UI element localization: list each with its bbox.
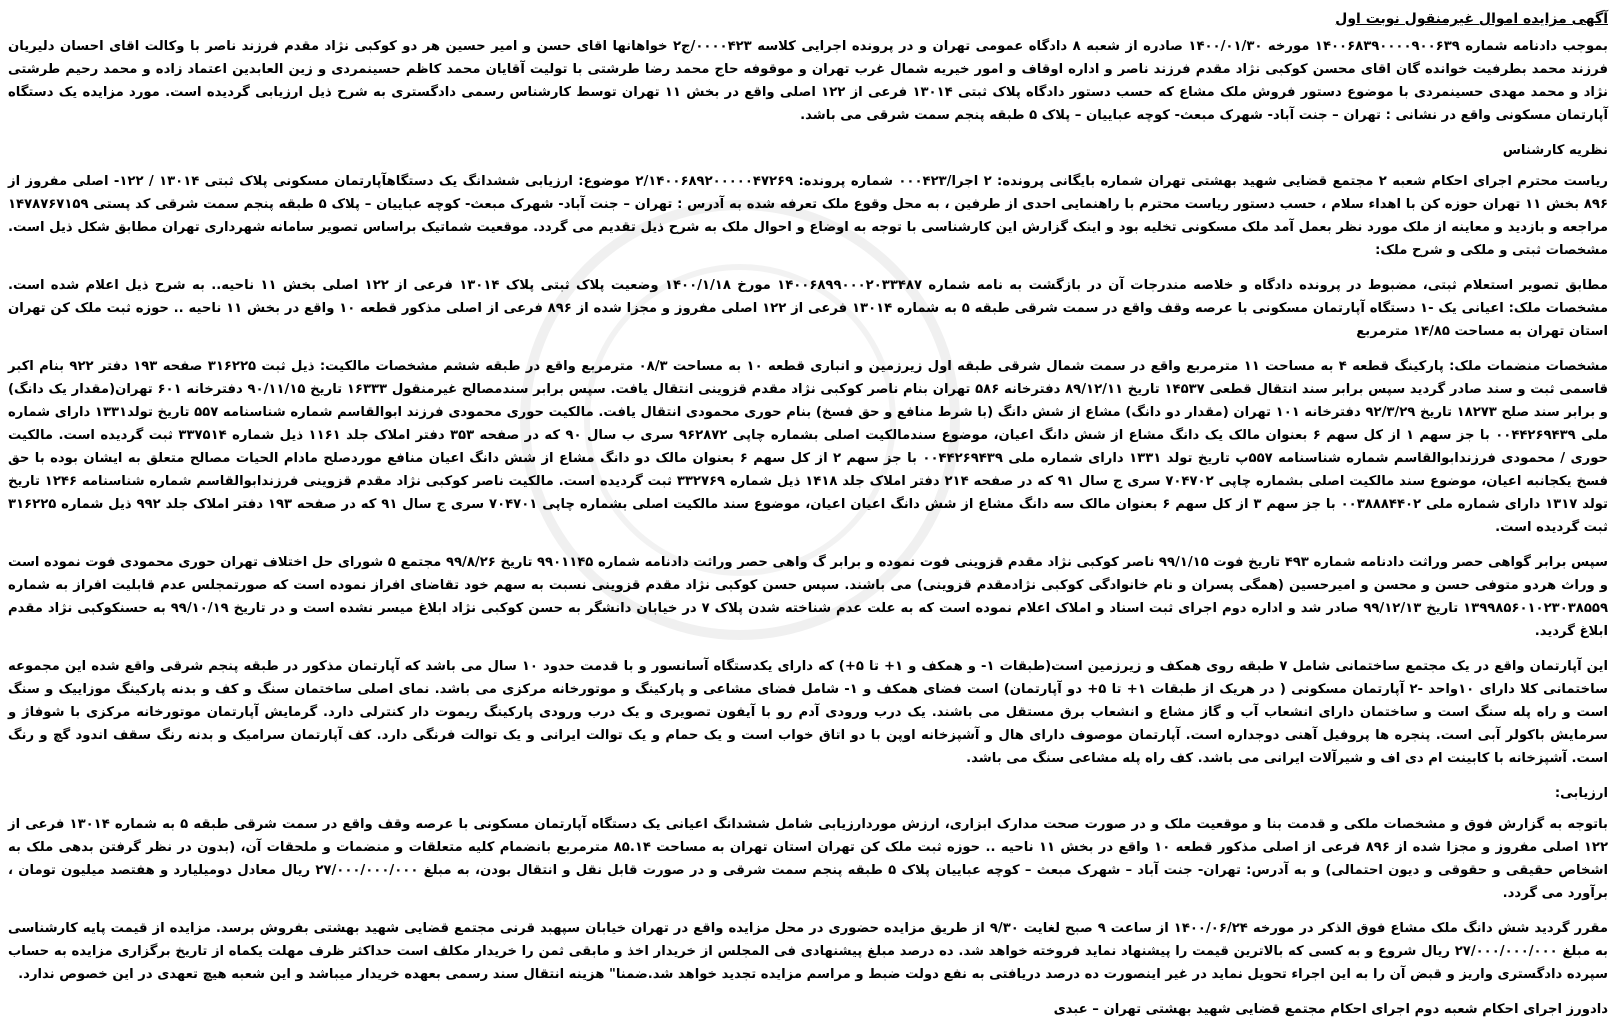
auction-terms-paragraph: مقرر گردید شش دانگ ملک مشاع فوق الذکر در مورخه ۱۴۰۰/۰۶/۲۴ از ساعت ۹ صبح لغایت ۹/۳۰ از طریق مزایده حضوری در محل مزایده واقع در تهران خیابان سپهبد قرنی مجتمع قضایی شهید بهشتی بفروش برسد. مزایده از قیمت پایه کارشناسی به مبلغ ۲۷/۰۰۰/۰۰۰/۰۰۰ ریال شروع و به کسی که بالاترین قیمت را پیشنهاد نماید فروخته خواهد شد. ده درصد مبلغ پیشنهادی فی المجلس از خریدار اخذ و مابقی ثمن را خریدار مکلف است حداکثر ظرف مهلت یکماه از تاریخ برگزاری مزایده به حساب سپرده دادگستری واریز و قبض آن را به این اجراء تحویل نماید در غیر اینصورت ده درصد دریافتی به نفع دولت ضبط و مراسم مزایده تجدید خواهد شد.ضمنا" هزینه انتقال سند رسمی بعهده خریدار میباشد و این شعبه هیچ تعهدی در این خصوص ندارد. bbox=[8, 921, 1608, 982]
building-description-paragraph: این آپارتمان واقع در یک مجتمع ساختمانی شامل ۷ طبقه روی همکف و زیرزمین است(طبقات ۱- و همکف و ۱+ تا ۵+) که دارای یکدستگاه آسانسور و با قدمت حدود ۱۰ سال می باشد که آپارتمان مذکور در طبقه پنجم شرقی واقع شده این مجموعه ساختمانی کلا دارای ۱۰واحد -۲ آپارتمان مسکونی ( در هریک از طبقات ۱+ تا ۵+ دو آپارتمان) است فضای همکف و ۱- شامل فضای مشاعی و پارکینگ و موتورخانه مرکزی می باشد. نمای اصلی ساختمان سنگ و کف و بدنه پارکینگ موزاییک و سنگ است و راه پله سنگ است و ساختمان دارای انشعاب آب و گاز مشاع و انشعاب برق مستقل می باشند. یک درب ورودی آدم رو با آیفون تصویری و یک درب ورودی پارکینگ ریموت دار کنترلی دارد. گرمایش آپارتمان موتورخانه مرکزی با شوفاژ و سرمایش باکولر آبی است. پنجره ها پروفیل آهنی دوجداره است. آپارتمان موصوف دارای هال و آشپزخانه اوپن با دو اتاق خواب است و یک حمام و یک توالت ایرانی و یک توالت فرنگی دارد. کف آپارتمان سرامیک و بدنه رنگ سقف اندود گچ و رنگ است. آشپزخانه با کابینت ام دی اف و شیرآلات ایرانی می باشد. کف راه پله مشاعی سنگ می باشد. bbox=[8, 659, 1609, 766]
expert-address-paragraph: ریاست محترم اجرای احکام شعبه ۲ مجتمع قضایی شهید بهشتی تهران شماره بایگانی پرونده: ۲ اجرا/۰۰۰۴۲۳ شماره پرونده: ۲/۱۴۰۰۶۸۹۲۰۰۰۰۰۴۷۲۶۹ موضوع: ارزیابی ششدانگ یک دستگاهآپارتمان مسکونی پلاک ثبتی ۱۳۰۱۴ / ۱۲۲- اصلی مفروز از ۸۹۶ بخش ۱۱ تهران حوزه کن با اهداء سلام ، حسب دستور ریاست محترم با راهنمایی احدی از طرفین ، به محل وقوع ملک تعرفه شده به آدرس : تهران – جنت آباد- شهرک مبعث- کوچه عباییان – پلاک ۵ طبقه پنجم سمت شرقی کد پستی ۱۴۷۸۷۶۷۱۵۹ مراجعه و بازدید و معاینه از ملک مورد نظر بعمل آمد ملک مسکونی تخلیه بود و اینک گزارش این کارشناسی با توجه به اوضاع و احوال ملک به شرح ذیل تقدیم می گردد. موقعیت شماتیک براساس تصویر سامانه شهرداری تهران مطابق شکل ذیل است. مشخصات ثبتی و ملکی و شرح ملک: bbox=[8, 174, 1609, 258]
notice-title: آگهی مزایده اموال غیرمنقول نوبت اول bbox=[1335, 11, 1608, 27]
expert-opinion-heading: نظریه کارشناس bbox=[1502, 143, 1608, 158]
valuation-heading: ارزیابی: bbox=[1554, 786, 1608, 801]
ownership-details-paragraph: مشخصات منضمات ملک: پارکینگ قطعه ۴ به مساحت ۱۱ مترمربع واقع در سمت شمال شرقی طبقه اول زیرزمین و انباری قطعه ۱۰ به مساحت ۰۸/۳ مترمربع واقع در طبقه ششم مشخصات مالکیت: ذیل ثبت ۳۱۶۲۲۵ صفحه ۱۹۳ دفتر ۹۲۲ بنام اکبر قاسمی ثبت و سند صادر گردید سپس برابر سند انتقال قطعی ۱۴۵۳۷ تاریخ ۸۹/۱۲/۱۱ دفترخانه ۵۸۶ تهران بنام ناصر کوکبی نژاد مقدم قزوینی انتقال یافت. سپس برابر سندمصالح غیرمنقول ۱۶۳۳۳ تاریخ ۹۰/۱۱/۱۵ دفترخانه ۶۰۱ تهران(مقدار یک دانگ) و برابر سند صلح ۱۸۲۷۳ تاریخ ۹۲/۳/۲۹ دفترخانه ۱۰۱ تهران (مقدار دو دانگ) مشاع از شش دانگ (با شرط منافع و حق فسخ) بنام حوری محمودی انتقال یافت. مالکیت حوری محمودی فرزند ابوالقاسم شماره شناسنامه ۵۵۷ تاریخ تولد۱۳۳۱ دارای شماره ملی ۰۰۴۴۲۶۹۴۳۹ با جز سهم ۱ از کل سهم ۶ بعنوان مالک یک دانگ مشاع از شش دانگ اعیان، موضوع سندمالکیت اصلی بشماره چاپی ۹۶۲۸۷۲ سری ب سال ۹۰ که در صفحه ۳۵۳ دفتر املاک جلد ۱۱۶۱ ذیل شماره ۳۳۷۵۱۴ ثبت گردیده است. مالکیت حوری / محمودی فرزندابوالقاسم شماره شناسنامه ۵۵۷پ تاریخ تولد ۱۳۳۱ دارای شماره ملی ۰۰۴۴۲۶۹۴۳۹ با جز سهم ۲ از کل سهم ۶ بعنوان مالک دو دانگ مشاع از شش دانگ اعیان منافع موردصلح مادام الحیات مصالح متعلق به ایشان بوده با حق فسخ یکجانبه اعیان، موضوع سند مالکیت اصلی بشماره چاپی ۷۰۴۷۰۲ سری ج سال ۹۱ که در صفحه ۲۱۴ دفتر املاک جلد ۱۴۱۸ ذیل شماره ۳۳۲۷۶۹ ثبت گردیده است. مالکیت ناصر کوکبی نژاد مقدم قزوینی فرزندابوالقاسم شماره شناسنامه ۱۲۴۶ تاریخ تولد ۱۳۱۷ دارای شماره ملی ۰۰۳۸۸۸۴۴۰۲ با جز سهم ۳ از کل سهم ۶ بعنوان مالک سه دانگ مشاع از شش دانگ اعیان اعیان، موضوع سند مالکیت اصلی بشماره چاپی ۷۰۴۷۰۱ سری ج سال ۹۱ که در صفحه ۱۹۳ دفتر املاک جلد ۹۹۲ ذیل شماره ۳۱۶۲۲۵ ثبت گردیده است. bbox=[8, 359, 1609, 535]
valuation-paragraph: باتوجه به گزارش فوق و مشخصات ملکی و قدمت بنا و موقعیت ملک و در صورت صحت مدارک ابزاری، ارزش موردارزیابی شامل ششدانگ اعیانی یک دستگاه آپارتمان مسکونی با عرصه وقف واقع در سمت شرقی طبقه ۵ به شماره ۱۳۰۱۴ فرعی از ۱۲۲ اصلی مفروز و مجزا شده از ۸۹۶ فرعی از اصلی مذکور قطعه ۱۰ واقع در بخش ۱۱ ناحیه .. حوزه ثبت ملک کن تهران استان تهران به مساحت ۸۵.۱۴ مترمربع بانضمام کلیه متعلقات و منضمات و ملحقات آن، (بدون در نظر گرفتن بدهی ملک به اشخاص حقیقی و حقوقی و دیون احتمالی) و به آدرس: تهران- جنت آباد – شهرک مبعث – کوچه عباییان پلاک ۵ طبقه پنجم سمت شرقی و در صورت قابل نقل و انتقال بودن، به مبلغ ۲۷/۰۰۰/۰۰۰/۰۰۰ ریال معادل دومیلیارد و هفتصد میلیون تومان ، برآورد می گردد. bbox=[8, 817, 1608, 901]
registry-inquiry-paragraph: مطابق تصویر استعلام ثبتی، مضبوط در پرونده دادگاه و خلاصه مندرجات آن در بازگشت به نامه شماره ۱۴۰۰۶۸۹۹۰۰۰۲۰۳۳۴۸۷ مورخ ۱۴۰۰/۱/۱۸ وضعیت پلاک ثبتی پلاک ۱۳۰۱۴ فرعی از ۱۲۲ اصلی بخش ۱۱ ناحیه.. به شرح ذیل اعلام شده است. مشخصات ملک: اعیانی یک -۱ دستگاه آپارتمان مسکونی با عرصه وقف واقع در سمت شرقی طبقه ۵ به شماره ۱۳۰۱۴ فرعی از ۱۲۲ اصلی مفروز و مجزا شده از ۸۹۶ فرعی از اصلی مذکور قطعه ۱۰ واقع در بخش ۱۱ ناحیه .. حوزه ثبت ملک کن تهران استان تهران به مساحت ۱۴/۸۵ مترمربع bbox=[8, 278, 1609, 339]
auction-notice-document bbox=[8, 8, 1609, 1017]
inheritance-paragraph: سپس برابر گواهی حصر وراثت دادنامه شماره ۴۹۳ تاریخ فوت ۹۹/۱/۱۵ ناصر کوکبی نژاد مقدم قزوینی فوت نموده و برابر گ واهی حصر وراثت دادنامه شماره ۹۹۰۱۱۴۵ تاریخ ۹۹/۸/۲۶ مجتمع ۵ شورای حل اختلاف تهران حوری محمودی فوت نموده است و وراث هردو متوفی حسن و محسن و امیرحسین (همگی پسران و نام خانوادگی کوکبی نژادمقدم قزوینی) می باشند. سپس حسن کوکبی نژاد مقدم قزوینی نسبت به سهم خود تقاضای افراز نموده است که صورتمجلس عدم قابلیت افراز به شماره ۱۳۹۹۸۵۶۰۱۰۲۳۰۳۸۵۵۹ تاریخ ۹۹/۱۲/۱۳ صادر شد و اداره دوم اجرای ثبت اسناد و املاک اعلام نموده است که به علت عدم شناخته شدن پلاک ۷ در خیابان دانشگر به حسن کوکبی نژاد ابلاغ میسر نشده است و در تاریخ ۹۹/۱۰/۱۹ به حسنکوکبی نژاد مقدم ابلاغ گردید. bbox=[8, 555, 1608, 639]
intro-paragraph: بموجب دادنامه شماره ۱۴۰۰۶۸۳۹۰۰۰۰۹۰۰۶۳۹ مورخه ۱۴۰۰/۰۱/۳۰ صادره از شعبه ۸ دادگاه عمومی تهران و در پرونده اجرایی کلاسه ۰۰۰۰۴۲۳/ج۲ خواهانها اقای حسن و امیر حسین هر دو کوکبی نژاد مقدم فرزند ناصر با وکالت اقای احسان دلیریان فرزند محمد بطرفیت خوانده گان اقای محسن کوکبی نژاد مقدم فرزند ناصر و اداره اوقاف و امور خیریه شمال غرب تهران و موقوفه حاج محمد رضا طرشتی با تولیت آقایان محمد کاظم حسینمردی و زین العابدین اعتماد زاده و محمد رحیم طرشتی نژاد و محمد مهدی حسینمردی با موضوع دستور فروش ملک مشاع که حسب دستور دادگاه پلاک ثبتی ۱۳۰۱۴ فرعی از ۱۲۲ اصلی واقع در بخش ۱۱ تهران توسط کارشناس رسمی دادگستری به شرح ذیل ارزیابی گردیده است. مورد مزایده یک دستگاه آپارتمان مسکونی واقع در نشانی : تهران – جنت آباد- شهرک مبعث- کوچه عباییان – پلاک ۵ طبقه پنجم سمت شرقی می باشد. bbox=[8, 39, 1609, 123]
signature-line: دادورز اجرای احکام شعبه دوم اجرای احکام مجتمع قضایی شهید بهشتی تهران – عبدی bbox=[1053, 1002, 1608, 1017]
